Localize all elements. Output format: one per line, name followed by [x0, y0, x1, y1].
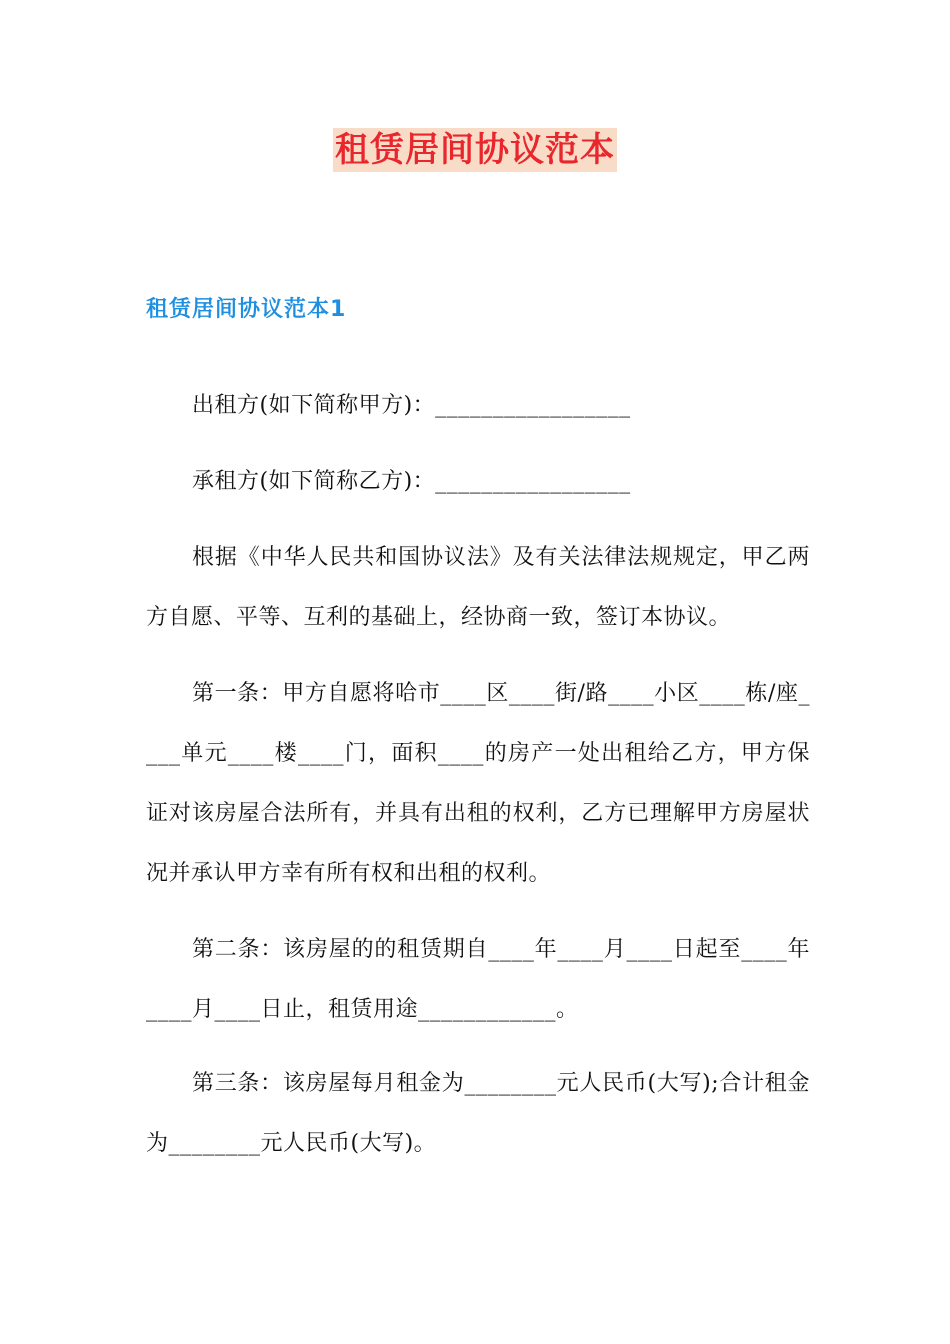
paragraph-text: 第三条：该房屋每月租金为________元人民币(大写);合计租金为________元人民币(大写)。 [146, 1071, 810, 1156]
paragraph-text: 根据《中华人民共和国协议法》及有关法律法规规定，甲乙两方自愿、平等、互利的基础上，经协商一致，签订本协议。 [146, 545, 810, 630]
paragraph-article-3 [146, 1054, 810, 1174]
section-heading: 租赁居间协议范本1 [146, 297, 347, 322]
paragraph-lessor [146, 376, 810, 436]
title-container [0, 128, 950, 172]
paragraph-text: 第一条：甲方自愿将哈市____区____街/路____小区____栋/座____单元____楼____门，面积____的房产一处出租给乙方，甲方保证对该房屋合法所有，并具有出租的权利，乙方已理解甲方房屋状况并承认甲方幸有所有权和出租的权利。 [146, 681, 810, 886]
paragraph-text: 第二条：该房屋的的租赁期自____年____月____日起至____年____月____日止，租赁用途____________。 [146, 937, 810, 1022]
paragraph-article-2 [146, 920, 810, 1040]
paragraph-text: 出租方(如下简称甲方)：_________________ [192, 393, 631, 418]
paragraph-text: 承租方(如下简称乙方)：_________________ [192, 469, 631, 494]
paragraph-preamble [146, 528, 810, 648]
paragraph-lessee [146, 452, 810, 512]
paragraph-article-1 [146, 664, 810, 904]
document-title: 租赁居间协议范本 [335, 130, 615, 170]
